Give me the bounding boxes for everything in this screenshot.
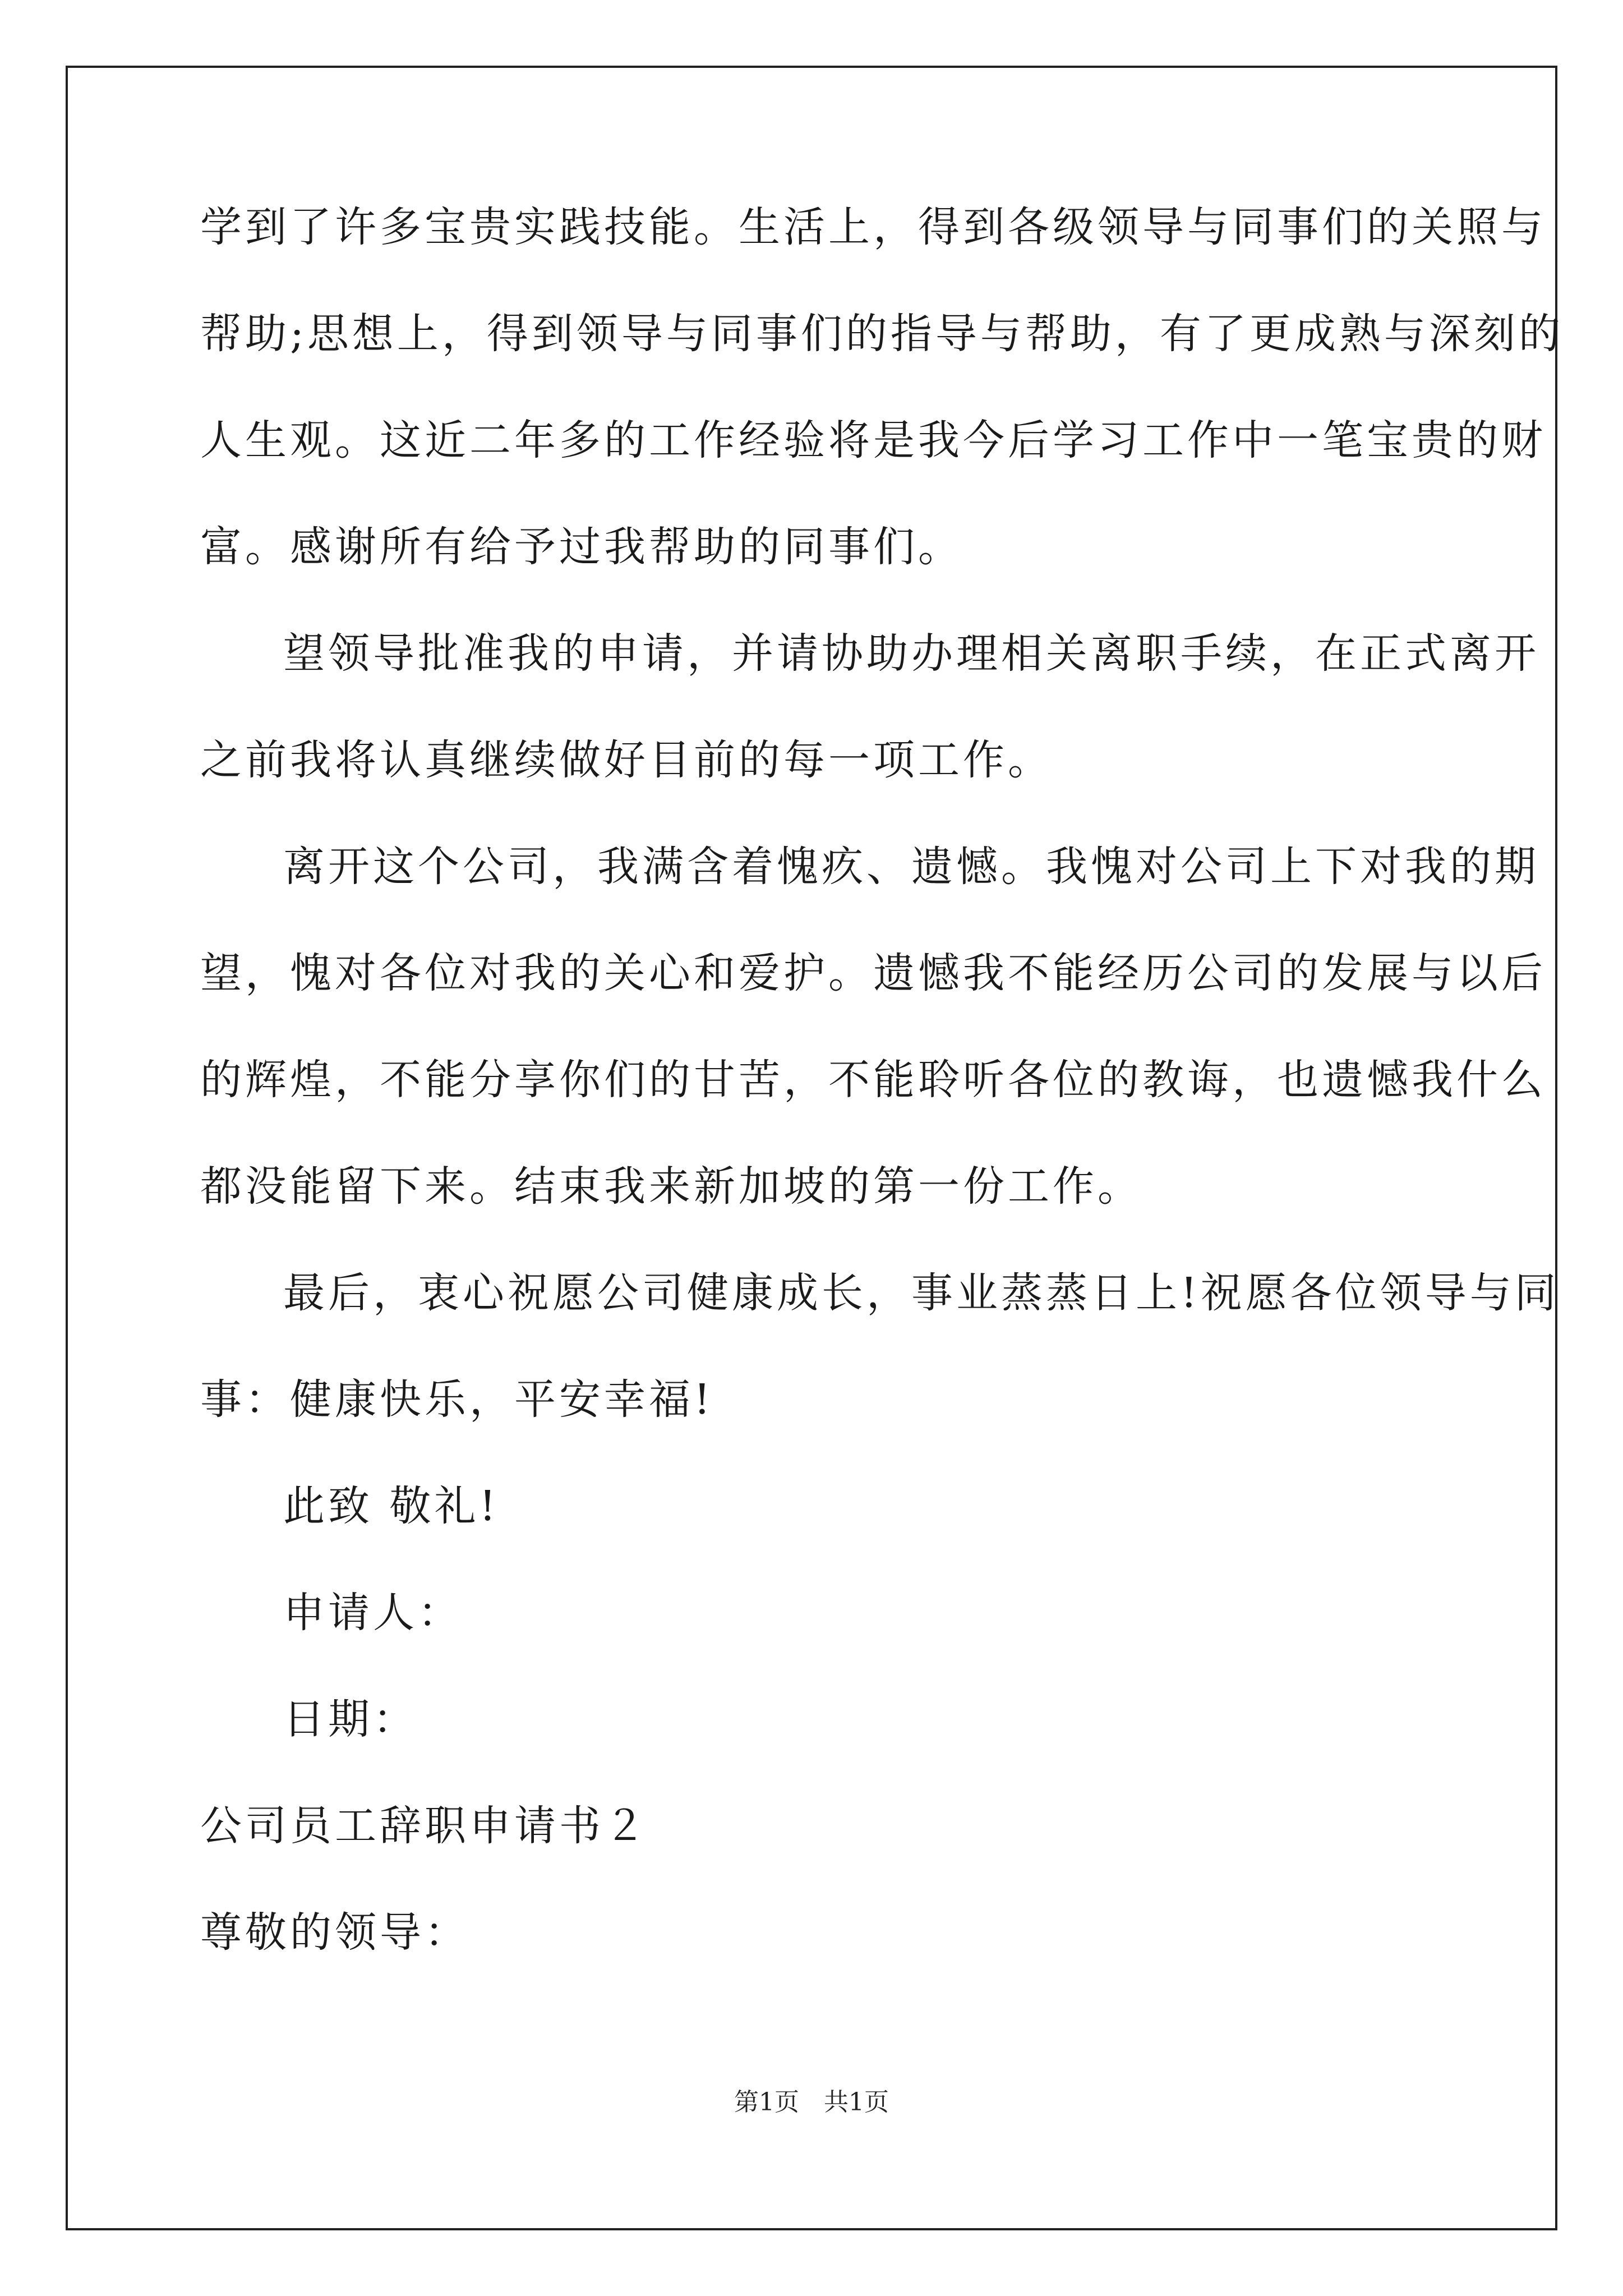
page-border <box>66 66 1557 2230</box>
body-text-line: 事：健康快乐，平安幸福! <box>200 1375 714 1424</box>
body-text-line: 都没能留下来。结束我来新加坡的第一份工作。 <box>200 1162 1142 1211</box>
paragraph-start: 最后，衷心祝愿公司健康成长，事业蒸蒸日上!祝愿各位领导与同 <box>283 1269 1560 1317</box>
applicant-label: 申请人： <box>283 1589 463 1637</box>
body-text-line: 望，愧对各位对我的关心和爱护。遗憾我不能经历公司的发展与以后 <box>200 949 1546 997</box>
paragraph-start: 望领导批准我的申请，并请协助办理相关离职手续，在正式离开 <box>283 629 1539 678</box>
date-label: 日期： <box>283 1695 418 1743</box>
body-text-line: 的辉煌，不能分享你们的甘苦，不能聆听各位的教诲，也遗憾我什么 <box>200 1056 1546 1104</box>
body-text-line: 人生观。这近二年多的工作经验将是我今后学习工作中一笔宝贵的财 <box>200 416 1546 464</box>
body-text-line: 富。感谢所有给予过我帮助的同事们。 <box>200 523 963 571</box>
body-text-line: 之前我将认真继续做好目前的每一项工作。 <box>200 736 1053 784</box>
paragraph-start: 离开这个公司，我满含着愧疚、遗憾。我愧对公司上下对我的期 <box>283 843 1539 891</box>
page-footer: 第1页 共1页 <box>734 2088 889 2116</box>
section-title: 公司员工辞职申请书２ <box>200 1802 649 1850</box>
body-text-line: 帮助;思想上，得到领导与同事们的指导与帮助，有了更成熟与深刻的 <box>200 310 1564 358</box>
body-text-line: 学到了许多宝贵实践技能。生活上，得到各级领导与同事们的关照与 <box>200 203 1546 251</box>
closing-salutation: 此致 敬礼! <box>283 1482 500 1530</box>
greeting: 尊敬的领导： <box>200 1908 469 1957</box>
